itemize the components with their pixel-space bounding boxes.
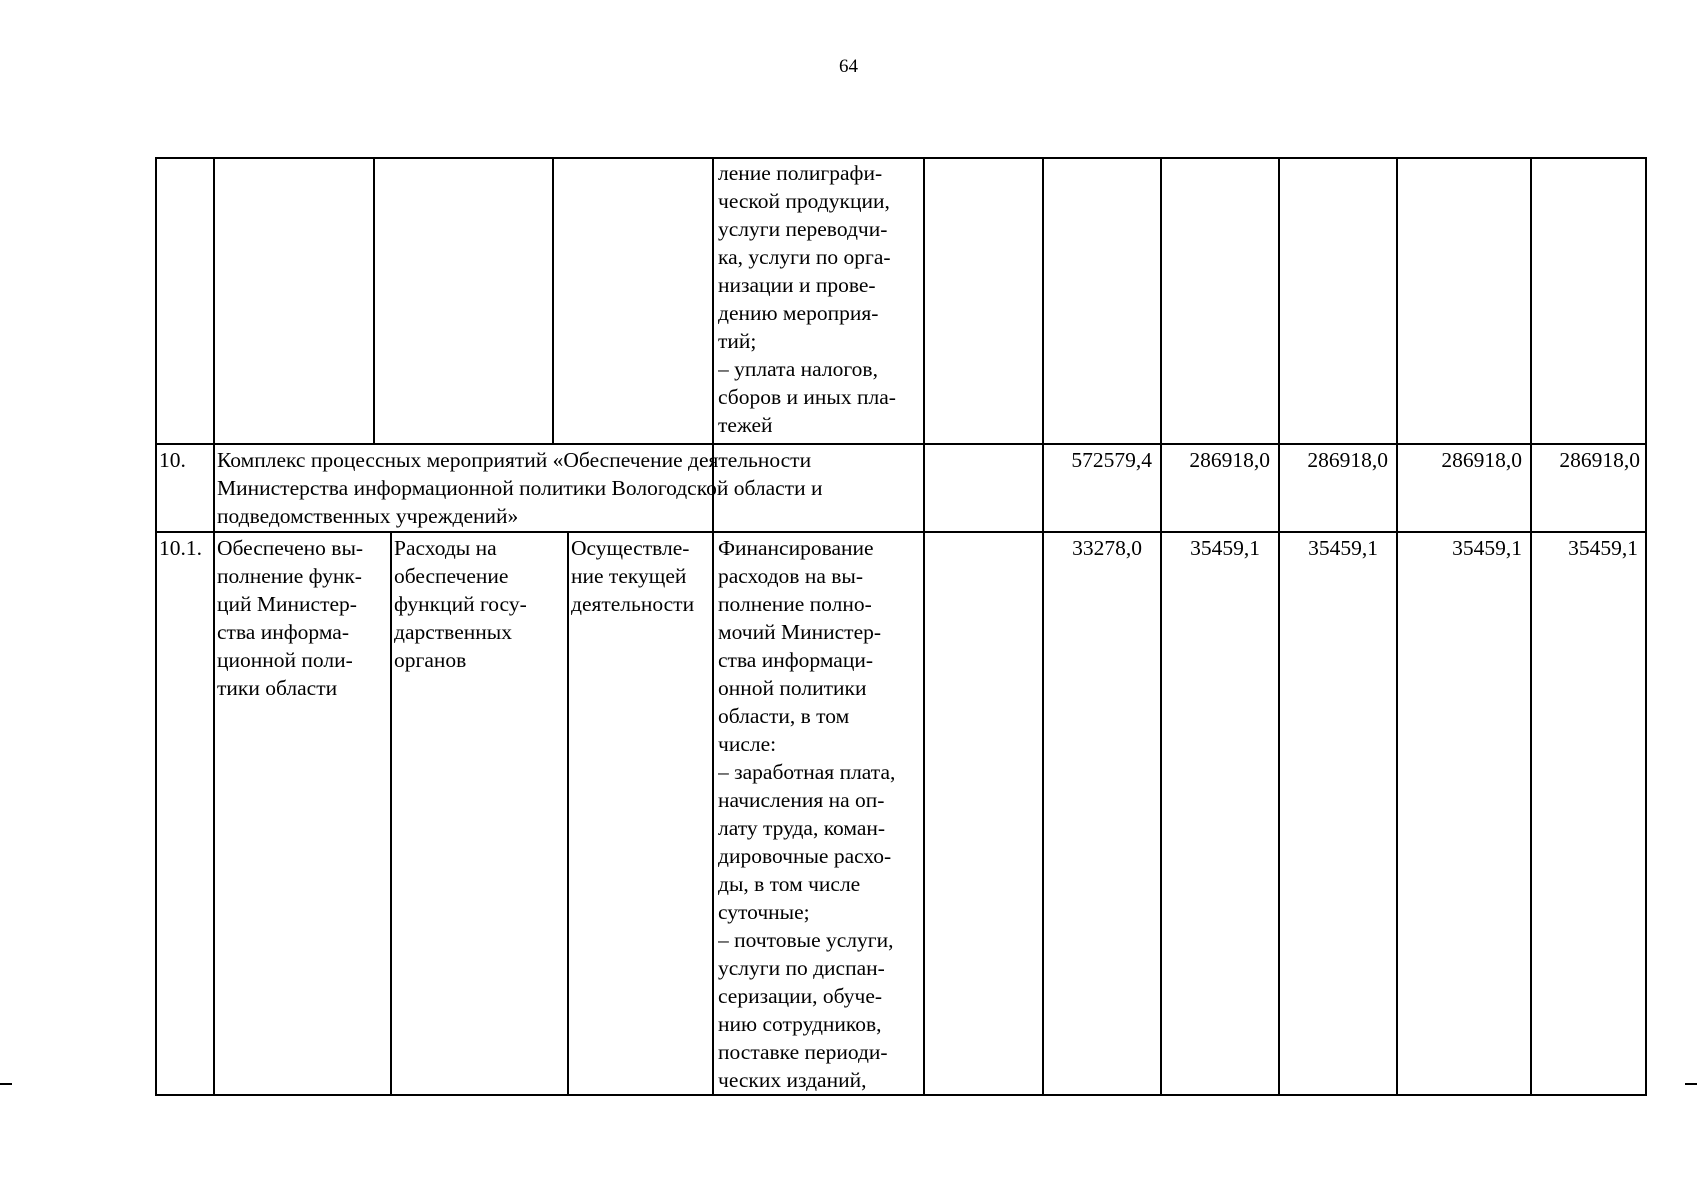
- row-10-value-5: 286918,0: [1559, 448, 1640, 472]
- col-divider: [1160, 157, 1162, 1096]
- row-10-1-type: Осуществле- ние текущей деятельности: [571, 536, 695, 616]
- row-10-1-number: 10.1.: [159, 536, 202, 560]
- row-10-1-description: Финансирование расходов на вы- полнение полно- мочий Министер- ства информаци- онной политики области, в том числе: – заработная плата, начисления на оп- лату труда, коман- дировочные расхо- ды, в том числе суточные; – почтовые услуги, услуги по диспан- серизации, обуче- нию сотрудников, поставке периоди- ческих изданий,: [718, 536, 896, 1092]
- row-10-1-value-2: 35459,1: [1190, 536, 1260, 560]
- budget-table: [155, 157, 1647, 1096]
- row-10-value-3: 286918,0: [1307, 448, 1388, 472]
- row-10-1-value-4: 35459,1: [1452, 536, 1522, 560]
- page-edge-mark-right: [1685, 1083, 1697, 1085]
- table-border-bottom: [155, 1094, 1647, 1096]
- col-divider: [1042, 157, 1044, 1096]
- row-10-title: Комплекс процессных мероприятий «Обеспечение деятельности Министерства информационной политики Вологодской области и подведомственных учреждений»: [217, 448, 823, 528]
- table-border-right: [1645, 157, 1647, 1096]
- col-divider: [213, 157, 215, 1096]
- col-divider: [712, 157, 714, 1096]
- row-10-number: 10.: [159, 448, 186, 472]
- row-divider: [155, 531, 1647, 533]
- page-number: 64: [839, 56, 858, 77]
- continuation-description: ление полиграфи- ческой продукции, услуги переводчи- ка, услуги по орга- низации и прове- дению мероприя- тий; – уплата налогов, сборов и иных пла- тежей: [718, 161, 896, 437]
- row-divider: [155, 443, 1647, 445]
- row-10-value-1: 572579,4: [1071, 448, 1152, 472]
- col-divider: [1396, 157, 1398, 1096]
- col-divider: [1278, 157, 1280, 1096]
- row-10-1-value-3: 35459,1: [1308, 536, 1378, 560]
- row-10-1-expense: Расходы на обеспечение функций госу- дарственных органов: [394, 536, 527, 672]
- col-divider: [923, 157, 925, 1096]
- row-10-1-value-5: 35459,1: [1568, 536, 1638, 560]
- page-edge-mark-left: [0, 1083, 12, 1085]
- row-10-1-value-1: 33278,0: [1072, 536, 1142, 560]
- row-10-value-4: 286918,0: [1441, 448, 1522, 472]
- col-divider: [373, 157, 375, 443]
- col-divider: [552, 157, 554, 443]
- table-border-left: [155, 157, 157, 1096]
- col-divider: [390, 531, 392, 1096]
- row-10-1-result: Обеспечено вы- полнение функ- ций Министер- ства информа- ционной поли- тики области: [217, 536, 364, 700]
- col-divider: [1530, 157, 1532, 1096]
- col-divider: [567, 531, 569, 1096]
- row-10-value-2: 286918,0: [1189, 448, 1270, 472]
